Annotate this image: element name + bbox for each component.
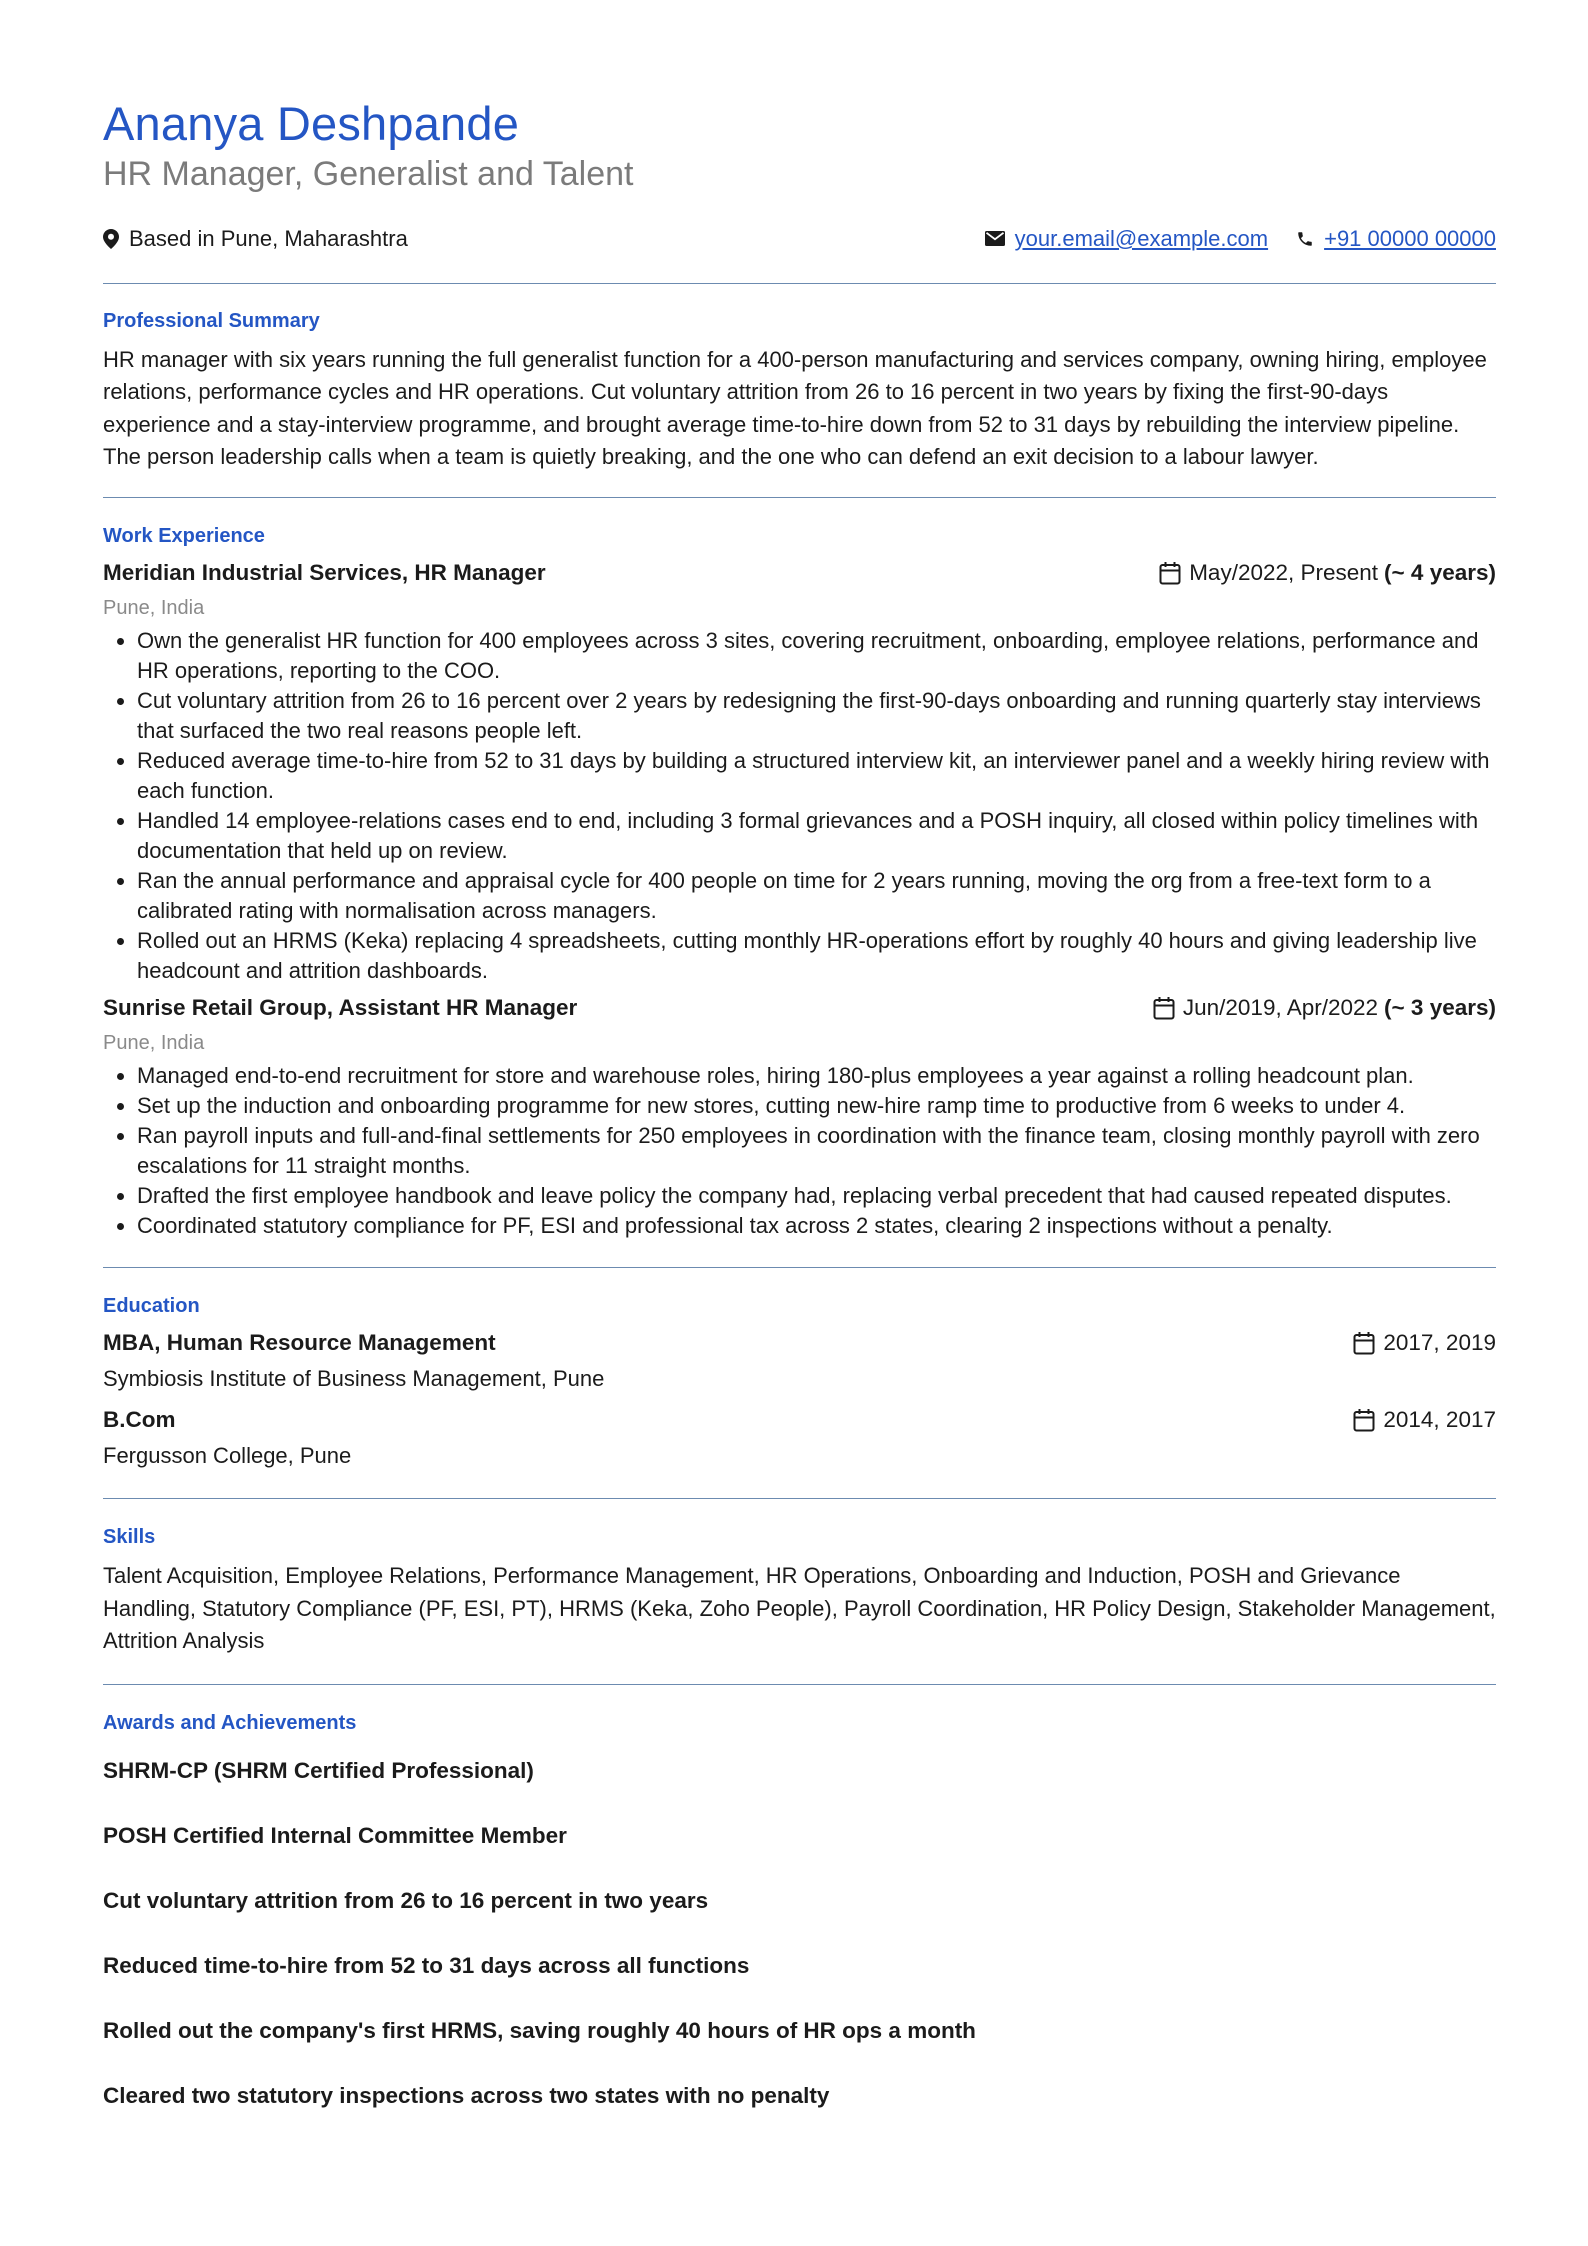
job-duration: (~ 3 years) <box>1384 995 1496 1021</box>
job-bullet: • Ran payroll inputs and full-and-final settlements for 250 employees in coordination with the finance team, closing monthly payroll with zero escalations for 11 straight months. <box>137 1121 1496 1181</box>
experience-section <box>103 498 1496 1241</box>
education-degree: B.Com <box>103 1407 176 1433</box>
education-degree: MBA, Human Resource Management <box>103 1330 496 1356</box>
education-dates <box>1353 1327 1496 1359</box>
calendar-icon <box>1353 1408 1375 1432</box>
award-item: SHRM-CP (SHRM Certified Professional) <box>103 1757 534 1783</box>
job-bullet: • Set up the induction and onboarding programme for new stores, cutting new-hire ramp time to productive from 6 weeks to under 4. <box>137 1091 1496 1121</box>
job-bullet: • Cut voluntary attrition from 26 to 16 percent over 2 years by redesigning the first-90-days onboarding and running quarterly stay interviews that surfaced the two real reasons people left. <box>137 686 1496 746</box>
candidate-headline: HR Manager, Generalist and Talent <box>103 154 634 193</box>
job-bullet: • Rolled out an HRMS (Keka) replacing 4 spreadsheets, cutting monthly HR-operations effort by roughly 40 hours and giving leadership live headcount and attrition dashboards. <box>137 926 1496 986</box>
education-entry <box>103 1327 1496 1395</box>
calendar-icon <box>1159 561 1181 585</box>
section-title-summary: Professional Summary <box>103 309 320 332</box>
phone-item[interactable] <box>1296 226 1496 252</box>
envelope-icon <box>985 231 1005 246</box>
education-entry <box>103 1404 1496 1472</box>
section-title-education: Education <box>103 1295 200 1318</box>
job-company: Sunrise Retail Group <box>103 995 327 1021</box>
location-text: Based in Pune, Maharashtra <box>129 225 408 251</box>
phone-icon <box>1296 230 1314 248</box>
education-school: Symbiosis Institute of Business Management, Pune <box>103 1366 605 1392</box>
map-pin-icon <box>103 229 119 249</box>
job-bullet: • Ran the annual performance and appraisal cycle for 400 people on time for 2 years running, moving the org from a free-text form to a calibrated rating with normalisation across managers. <box>137 866 1496 926</box>
job-entry <box>103 992 1496 1241</box>
award-item: Cleared two statutory inspections across two states with no penalty <box>103 2082 830 2108</box>
education-dates <box>1353 1404 1496 1436</box>
email-link[interactable]: your.email@example.com <box>1014 225 1269 251</box>
summary-text: HR manager with six years running the full generalist function for a 400-person manufacturing and services company, owning hiring, employee relations, performance cycles and HR operations. Cut voluntary attrition from 26 to 16 percent in two years by fixing the first-90-days experience and a stay-interview programme, and brought average time-to-hire down from 52 to 31 days by rebuilding the interview pipeline. The person leadership calls when a team is quietly breaking, and the one who can defend an exit decision to a labour lawyer. <box>103 346 1487 469</box>
job-bullet: • Managed end-to-end recruitment for store and warehouse roles, hiring 180-plus employees a year against a rolling headcount plan. <box>137 1061 1496 1091</box>
award-item: POSH Certified Internal Committee Member <box>103 1822 567 1848</box>
job-company: Meridian Industrial Services <box>103 560 402 586</box>
job-bullet: • Drafted the first employee handbook and leave policy the company had, replacing verbal precedent that had caused repeated disputes. <box>137 1181 1496 1211</box>
education-section <box>103 1268 1496 1472</box>
job-date-range: May/2022, Present <box>1189 560 1379 586</box>
job-heading: Meridian Industrial Services, HR Manager <box>103 560 546 586</box>
job-bullet: • Own the generalist HR function for 400 employees across 3 sites, covering recruitment, onboarding, employee relations, performance and HR operations, reporting to the COO. <box>137 626 1496 686</box>
award-item: Cut voluntary attrition from 26 to 16 percent in two years <box>103 1887 709 1913</box>
job-entry <box>103 557 1496 986</box>
job-location: Pune, India <box>103 1032 205 1055</box>
education-date-range: 2014, 2017 <box>1383 1407 1496 1433</box>
job-role: Assistant HR Manager <box>338 995 578 1021</box>
job-bullets <box>103 1061 1496 1241</box>
job-date-range: Jun/2019, Apr/2022 <box>1182 995 1379 1021</box>
job-bullet: • Reduced average time-to-hire from 52 to 31 days by building a structured interview kit, an interviewer panel and a weekly hiring review with each function. <box>137 746 1496 806</box>
job-role: HR Manager <box>414 560 546 586</box>
skills-section <box>103 1499 1496 1657</box>
candidate-name: Ananya Deshpande <box>103 97 520 150</box>
education-date-range: 2017, 2019 <box>1383 1330 1496 1356</box>
education-school: Fergusson College, Pune <box>103 1443 352 1469</box>
location-item <box>103 226 408 252</box>
section-title-skills: Skills <box>103 1526 156 1549</box>
job-bullet: • Handled 14 employee-relations cases end to end, including 3 formal grievances and a POSH inquiry, all closed within policy timelines with documentation that held up on review. <box>137 806 1496 866</box>
calendar-icon <box>1353 1331 1375 1355</box>
email-item[interactable] <box>985 226 1268 252</box>
summary-section <box>103 284 1496 474</box>
job-duration: (~ 4 years) <box>1384 560 1496 586</box>
phone-link[interactable]: +91 00000 00000 <box>1324 225 1496 251</box>
job-dates <box>1153 992 1496 1024</box>
section-title-awards: Awards and Achievements <box>103 1711 357 1734</box>
section-title-experience: Work Experience <box>103 525 265 548</box>
award-item: Reduced time-to-hire from 52 to 31 days across all functions <box>103 1952 750 1978</box>
award-item: Rolled out the company's first HRMS, saving roughly 40 hours of HR ops a month <box>103 2017 976 2043</box>
job-dates <box>1159 557 1496 589</box>
job-bullet: • Coordinated statutory compliance for PF, ESI and professional tax across 2 states, clearing 2 inspections without a penalty. <box>137 1211 1496 1241</box>
job-bullets <box>103 626 1496 986</box>
awards-section <box>103 1685 1496 2111</box>
contact-row <box>103 224 1496 254</box>
calendar-icon <box>1153 996 1175 1020</box>
job-heading: Sunrise Retail Group, Assistant HR Manager <box>103 995 578 1021</box>
skills-text: Talent Acquisition, Employee Relations, Performance Management, HR Operations, Onboarding and Induction, POSH and Grievance Handling, Statutory Compliance (PF, ESI, PT), HRMS (Keka, Zoho People), Payroll Coordination, HR Policy Design, Stakeholder Management, Attrition Analysis <box>103 1563 1496 1654</box>
job-location: Pune, India <box>103 597 205 620</box>
